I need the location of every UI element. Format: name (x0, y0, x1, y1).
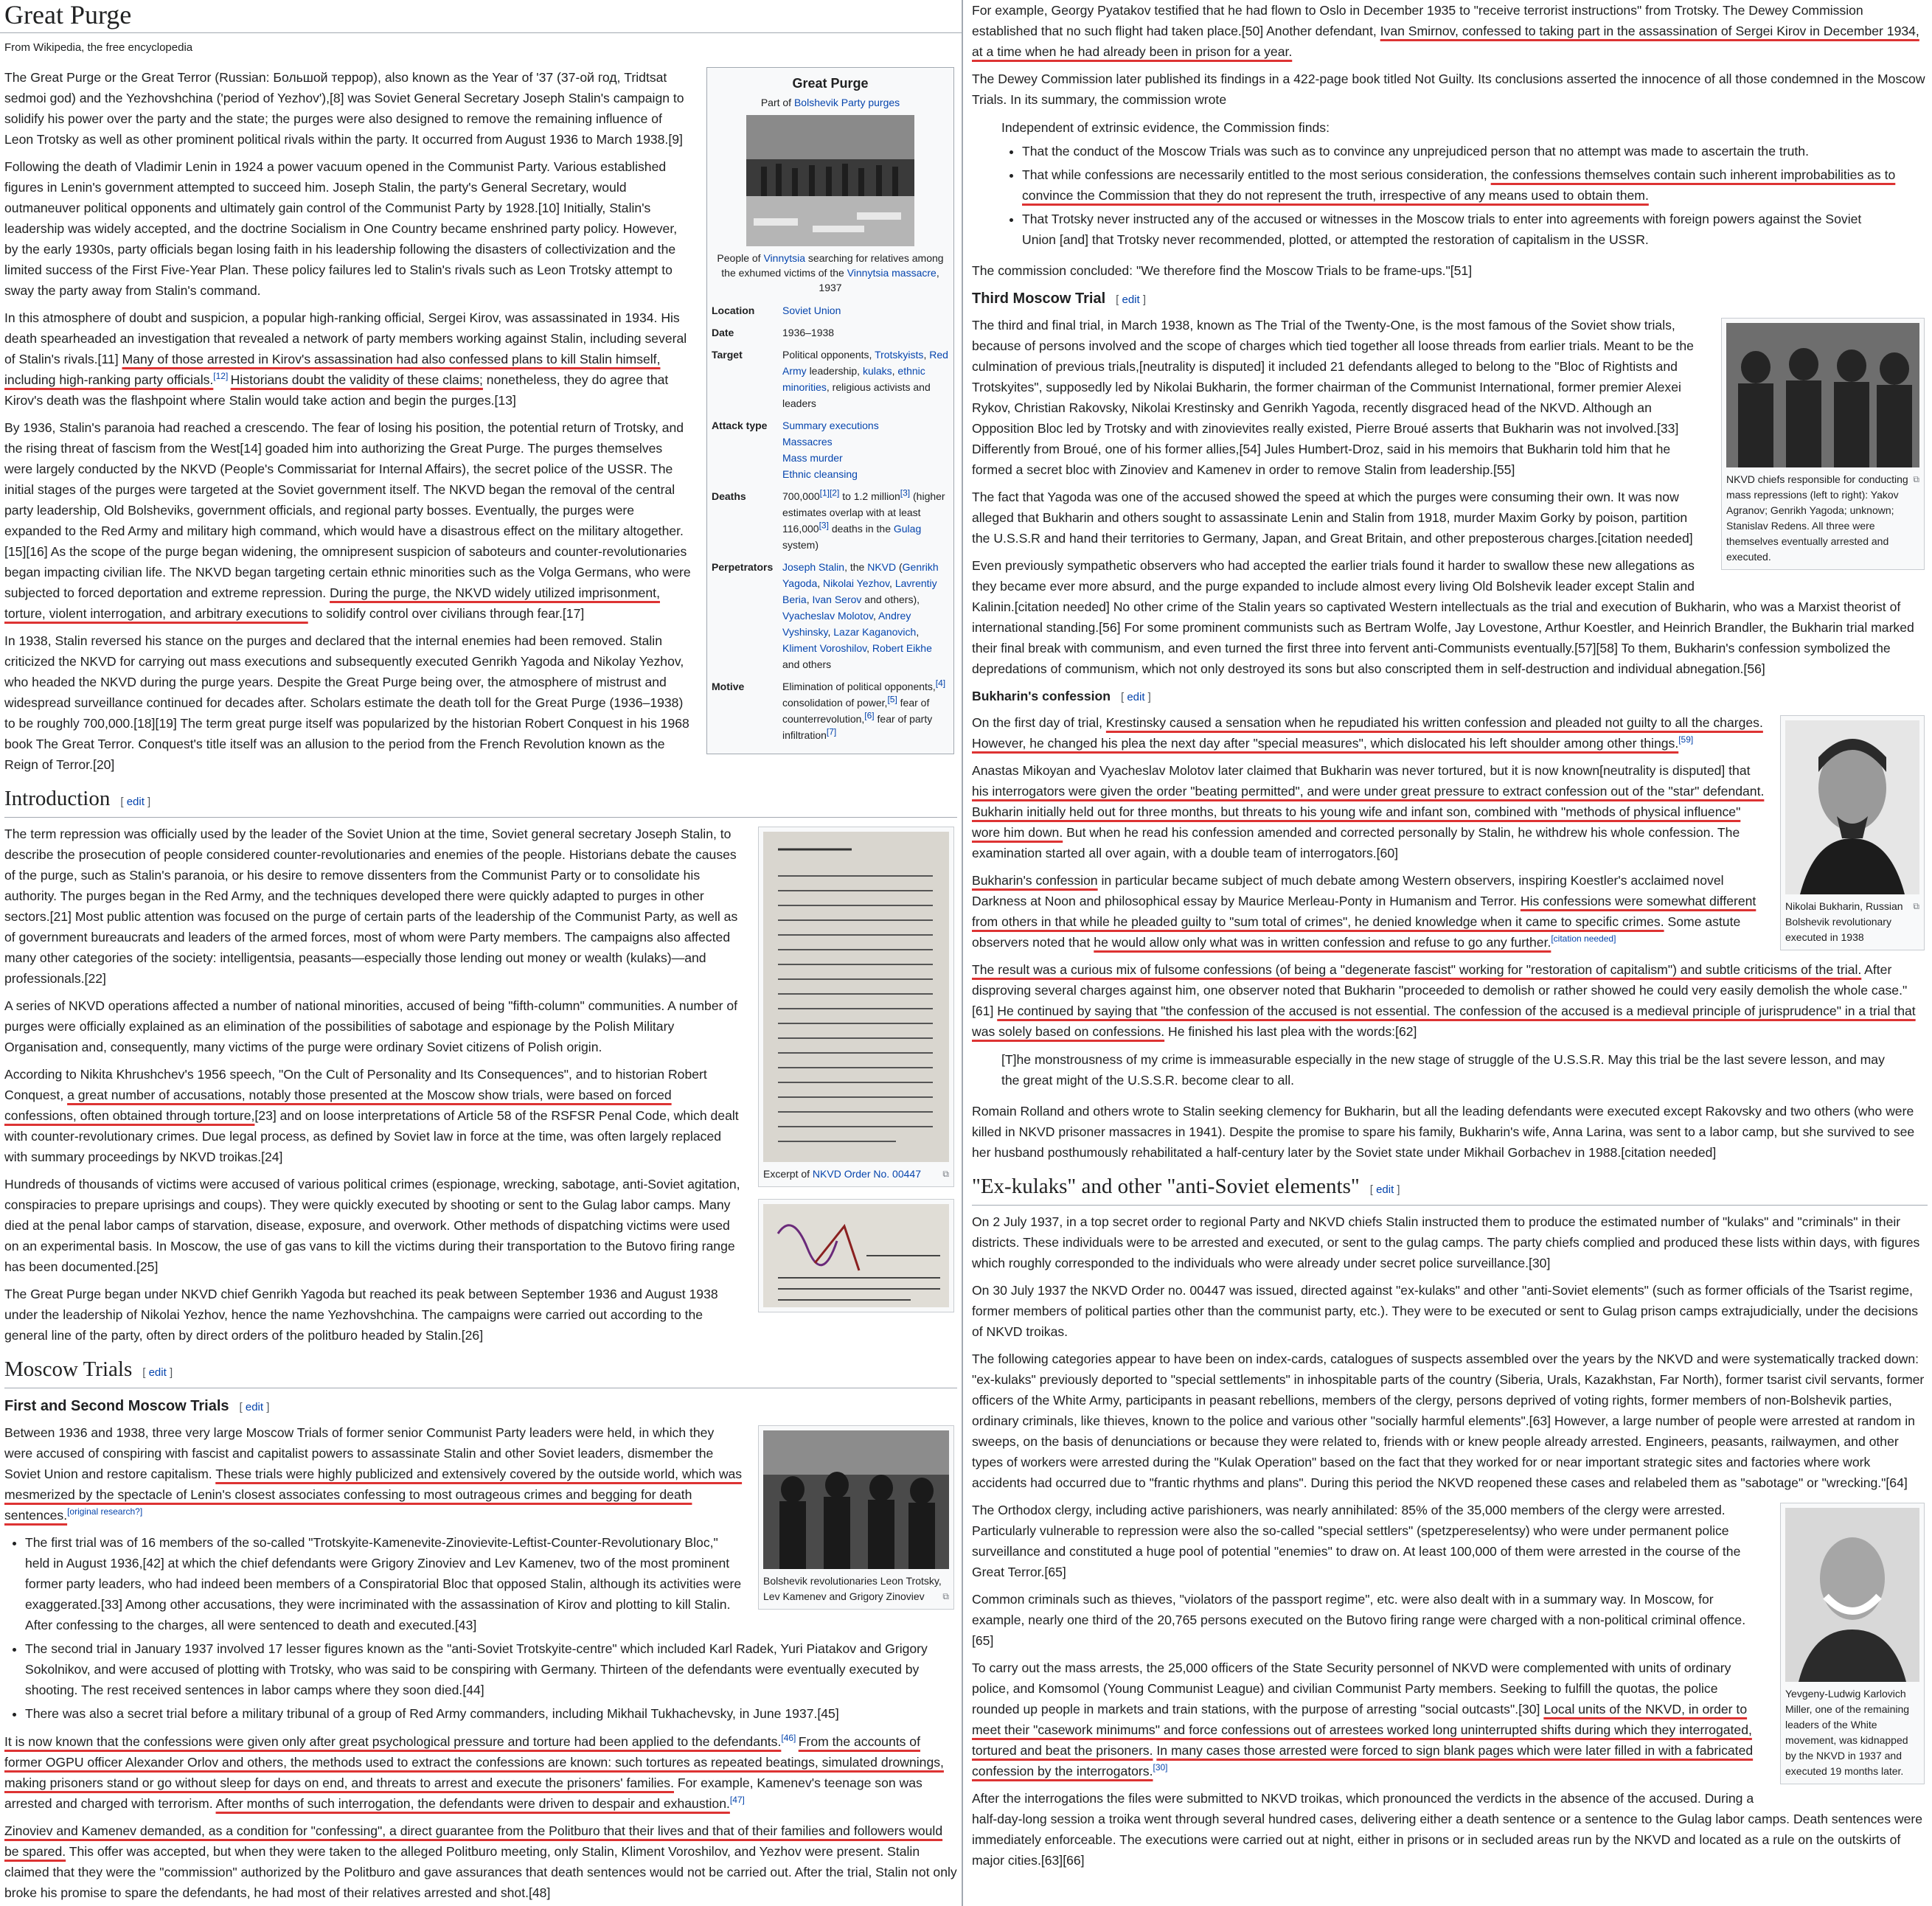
infobox-title: Great Purge (792, 76, 869, 91)
kulaks-paragraph-2: On 30 July 1937 the NKVD Order no. 00447 was issued, directed against "ex-kulaks" and other "anti-Soviet elements" (such as former officials of the Tsarist regime, former members of political parties other than the communist party, etc.). They were to be executed or sent to Gulag prison camps extrajudicially, under the decisions of NKVD troikas. (972, 1283, 1918, 1339)
kulaks-paragraph-7: After the interrogations the files were submitted to NKVD troikas, which pronounced the verdicts in the absence of the accused. During a half-day-long session a troika went through several hundred cases, delivering either a death sentence or a sentence to the Gulag labor camps. Death sentences were immediately enforceable. The executions were carried out at night, either in prisons or in secluded areas run by the NKVD and located as a rule on the outskirts of major cities.[63][66] (972, 1791, 1923, 1868)
vinnytsia-photo (746, 115, 914, 246)
bukharin-portrait (1785, 720, 1919, 894)
enlarge-icon[interactable]: ⧉ (1913, 474, 1919, 484)
highlight-forced-confessions: a great number of accusations, notably those presented at the Moscow show trials, were based on forced confessions, often obtained through torture, (4, 1088, 672, 1123)
thumb-bolsheviks-caption: Bolshevik revolutionaries Leon Trotsky, Lev Kamenev and Grigory Zinoviev ⧉ (763, 1573, 949, 1604)
voroshilov-link[interactable]: Kliment Voroshilov (782, 642, 867, 654)
enlarge-icon[interactable]: ⧉ (1913, 901, 1919, 911)
dewey-paragraph-2: The commission concluded: "We therefore find the Moscow Trials to be frame-ups."[51] (972, 263, 1473, 278)
highlight-torture-methods: From the accounts of former OGPU officer Alexander Orlov and others, the methods used to extract the confessions are known: such tortures as repeated beatings, simulated drownings, making prisoners stand or go without sleep for days on end, and threats to arrest and execute the prisoners' families. (4, 1734, 944, 1790)
thumb-signed-list (758, 1199, 954, 1312)
lead-paragraph-5: In 1938, Stalin reversed his stance on the purges and declared that the internal enemies had been removed. Stalin criticized the NKVD for carrying out mass executions and subsequently executed Genrikh Yagoda and Nikolay Yezhov, who headed the NKVD during the purge years. Despite the Great Purge being over, the atmosphere of mistrust and widespread surveillance continued for decades after. Scholars estimate the death toll for the Great Purge (1936–1938) to be roughly 700,000.[18][19] The term great purge itself was popularized by the historian Robert Conquest in his 1968 book The Great Terror. Conquest's title itself was an allusion to the period from the French Revolution known as the Reign of Terror.[20] (4, 633, 689, 772)
highlight-inherent-improbabilities: the confessions themselves contain such inherent improbabilities as to convince the Commission that they do not represent the truth, irrespective of any means used to obtain them. (1022, 167, 1896, 203)
part-of-link[interactable]: Bolshevik Party purges (793, 97, 900, 108)
bukharin-paragraph-2: Anastas Mikoyan and Vyacheslav Molotov later claimed that Bukharin was never tortured, but it is now known[neutrality is disputed] that his interrogators were given the order "beating permitted", and were under great pressure to extract confession out of the "star" defendant. Bukharin initially held out for three months, but threats to his young wife and infant son, combined with "methods of physical influence" wore him down. But when he read his confession amended and corrected personally by Stalin, he withdrew his whole confession. The examination started all over again, with a double team of interrogators.[60] (972, 763, 1765, 860)
dewey-findings-quote: Independent of extrinsic evidence, the Commission finds: • That the conduct of the Moscow Trials was such as to convince any unprejudiced person that no attempt was made to ascertain the truth. • That while confessions are necessarily entitled to the most serious consideration, the confessions themselves contain such inherent improbabilities as to convince the Commission that they do not represent the truth, irrespective of any means used to obtain them. • That Trotsky never instructed any of the accused or witnesses in the Moscow trials to enter into agreements with foreign powers against the Soviet Union [and] that Trotsky never recommended, plotted, or attempted the restoration of capitalism in the USSR. (1001, 117, 1898, 250)
heading-ex-kulaks: "Ex-kulaks" and other "anti-Soviet elements" [ edit ] (972, 1173, 1928, 1206)
highlight-publicized-trials: These trials were highly publicized and extensively covered by the outside world, which was mesmerized by the spectacle of Lenin's closest associates confessing to most outrageous crimes and begging for death sentences. (4, 1467, 743, 1523)
edit-moscow-trials-link[interactable]: edit (148, 1366, 167, 1379)
highlight-zinoviev-kamenev-demand: Zinoviev and Kamenev demanded, as a condition for "confessing", a direct guarantee from the Politburo that their lives and that of their families and followers would be spared. (4, 1823, 943, 1859)
ethnic-cleansing-link[interactable]: Ethnic cleansing (782, 468, 858, 480)
infobox-row-deaths: Deaths 700,000[1][2] to 1.2 million[3] (higher estimates overlap with at least 116,000[3] deaths in the Gulag system) (712, 487, 945, 551)
infobox-part-of (712, 94, 949, 111)
introduction-paragraph-5: The Great Purge began under NKVD chief Genrikh Yagoda but reached its peak between September 1936 and August 1938 under the leadership of Nikolai Yezhov, hence the name Yezhovshchina. The campaigns were carried out according to the general line of the party, often by direct orders of the politburo headed by Stalin.[26] (4, 1287, 718, 1343)
highlight-fulsome-confessions: The result was a curious mix of fulsome confessions (of being a "degenerate fascist" working for "restoration of capitalism") and subtle criticisms of the trial. (972, 962, 1862, 977)
vyshinsky-link[interactable]: Andrey Vyshinsky (782, 610, 911, 638)
list-item: • That the conduct of the Moscow Trials was such as to convince any unprejudiced person that no attempt was made to ascertain the truth. (1022, 141, 1898, 161)
highlight-historians-doubt: Historians doubt the validity of these claims; (230, 372, 483, 387)
ethnic-minorities-link[interactable]: ethnic minorities (782, 365, 925, 393)
from-wikipedia: From Wikipedia, the free encyclopedia (4, 41, 193, 54)
enlarge-icon[interactable]: ⧉ (942, 1591, 949, 1601)
thumb-nkvd-chiefs-caption: NKVD chiefs responsible for conducting mass repressions (left to right): Yakov Agranov; Genrikh Yagoda; unknown; Stanislav Redens. All three were themselves eventually arrested and executed. ⧉ (1726, 473, 1919, 563)
third-trial-paragraph-2: The fact that Yagoda was one of the accused showed the speed at which the purges were consuming their own. It was now alleged that Bukharin and others sought to assassinate Lenin and Stalin from 1918, murder Maxim Gorky by poison, partition the U.S.S.R and hand their territories to Germany, Japan, and Great Britain, and other preposterous charges.[citation needed] (972, 490, 1693, 546)
vinnytsia-massacre-link[interactable]: Vinnytsia massacre (847, 267, 937, 279)
bukharin-last-plea-quote: [T]he monstrousness of my crime is immeasurable especially in the new stage of struggle of the U.S.S.R. May this trial be the last severe lesson, and may the great might of the U.S.S.R. become clear to all. (1001, 1052, 1885, 1088)
lead-paragraph-2: Following the death of Vladimir Lenin in 1924 a power vacuum opened in the Communist Party. Various established figures in Lenin's government attempted to succeed him. Joseph Stalin, the party's General Secretary, would outmaneuver political opponents and ultimately gain control of the Communist Party by 1928.[10] Initially, Stalin's leadership was widely accepted, and the doctrine Socialism in One Country became enshrined party policy. However, by the early 1930s, party officials began losing faith in his leadership following the disasters of collectivization and the limited success of the First Five-Year Plan. These policy failures led to Stalin's rivals such as Leon Trotsky attempt to sway the party away from Stalin's command. (4, 159, 678, 298)
stalin-link[interactable]: Joseph Stalin (782, 561, 845, 573)
list-item: • The second trial in January 1937 involved 17 lesser figures known as the "anti-Soviet Trotskyite-centre" which included Karl Radek, Yuri Piatakov and Grigory Sokolnikov, and were accused of plotting with Trotsky, who was said to be conspiring with Germany. Thirteen of the defendants were eventually executed by shooting. The rest received sentences in labor camps where they soon died.[44] (25, 1638, 957, 1700)
introduction-paragraph-3: According to Nikita Khrushchev's 1956 speech, "On the Cult of Personality and Its Consequences", and to historian Robert Conquest, a great number of accusations, notably those presented at the Moscow show trials, were based on forced confessions, often obtained through torture,[23] and on loose interpretations of Article 58 of the RSFSR Penal Code, which dealt with counter-revolutionary crimes. Due legal process, as defined by Soviet law in force at the time, was often largely replaced with summary proceedings by NKVD troikas.[24] (4, 1067, 739, 1164)
molotov-link[interactable]: Vyacheslav Molotov (782, 610, 873, 622)
lead-paragraph-3: In this atmosphere of doubt and suspicion, a popular high-ranking official, Sergei Kirov, was assassinated in 1934. His death spearheaded an investigation that revealed a network of party members working against Stalin, including several of Stalin's rivals.[11] Many of those arrested in Kirov's assassination had also confessed plans to kill Stalin himself, including high-ranking party officials.[12] Historians doubt the validity of these claims; nonetheless, they do agree that Kirov's death was the flashpoint where Stalin would take action and begin the purges.[13] (4, 310, 687, 408)
serov-link[interactable]: Ivan Serov (812, 594, 862, 605)
mass-murder-link[interactable]: Mass murder (782, 452, 843, 464)
soviet-union-link[interactable]: Soviet Union (782, 305, 841, 316)
heading-first-second-trials: First and Second Moscow Trials [ edit ] (4, 1398, 270, 1414)
infobox-row-location: Location Soviet Union (712, 305, 841, 316)
moscow-paragraph-3: Zinoviev and Kamenev demanded, as a condition for "confessing", a direct guarantee from the Politburo that their lives and that of their families and followers would be spared. This offer was accepted, but when they were taken to the alleged Politburo meeting, only Stalin, Kliment Voroshilov, and Yezhov were present. Stalin claimed that they were the "commission" authorized by the Politburo and gave assurances that death sentences would not be carried out. After the trial, Stalin not only broke his promise to spare the defendants, he had most of their relatives arrested and shot.[48] (4, 1823, 957, 1900)
gulag-link[interactable]: Gulag (893, 523, 922, 535)
kulaks-link[interactable]: kulaks (862, 365, 892, 377)
highlight-beating-permitted: his interrogators were given the order "beating permitted", and were under great pressure to extract confession out of the "star" defendant. Bukharin initially held out for three months, but threats to his young wife and infant son, combined with "methods of physical influence" wore him down. (972, 784, 1765, 840)
infobox (706, 67, 954, 754)
infobox-row-target: Target Political opponents, Trotskyists, Red Army leadership, kulaks, ethnic minorities, religious activists and leaders (712, 349, 948, 409)
bolshevik-revolutionaries-photo (763, 1430, 949, 1569)
signed-list-image (763, 1204, 949, 1307)
heading-introduction: Introduction [ edit ] (4, 785, 957, 818)
list-item: • The first trial was of 16 members of the so-called "Trotskyite-Kamenevite-Zinovievite-Leftist-Counter-Revolutionary Bloc," held in August 1936,[42] at which the chief defendants were Grigory Zinoviev and Lev Kamenev, two of the most prominent former party leaders, who had indeed been members of a Conspiratorial Bloc that opposed Stalin, although its activities were exaggerated.[33] Among other accusations, they were incriminated with the assassination of Kirov and plotting to kill Stalin. After confessing to the charges, all were sentenced to death and executed.[43] (25, 1532, 957, 1635)
part-of-label: Part of (760, 97, 792, 108)
list-item: • That while confessions are necessarily entitled to the most serious consideration, the confessions themselves contain such inherent improbabilities as to convince the Commission that they do not represent the truth, irrespective of any means used to obtain them. (1022, 164, 1898, 206)
edit-ex-kulaks-link[interactable]: edit (1376, 1183, 1394, 1196)
lead-paragraph-1: The Great Purge or the Great Terror (Russian: Большой террор), also known as the Year of '37 (37-ой год, Tridtsat sedmoi god) and the Yezhovshchina ('period of Yezhov'),[8] was Soviet General Secretary Joseph Stalin's campaign to solidify his power over the party and the state; the purges were also designed to remove the remaining influence of Leon Trotsky as well as other prominent political rivals within the party. It occurred from August 1936 to March 1938.[9] (4, 70, 684, 147)
thumb-miller-caption: Yevgeny-Ludwig Karlovich Miller, one of the remaining leaders of the White movement, was kidnapped by the NKVD in 1937 and executed 19 months later. (1785, 1688, 1910, 1777)
introduction-paragraph-4: Hundreds of thousands of victims were accused of various political crimes (espionage, wrecking, sabotage, anti-Soviet agitation, conspiracies to prepare uprisings and coups). They were quickly executed by shooting or sent to the Gulag labor camps. Many died at the penal labor camps of starvation, disease, exposure, and overwork. Other methods of dispatching victims were used on an experimental basis. In Moscow, the use of gas vans to kill the victims during their transportation to the Butovo firing range has been documented.[25] (4, 1177, 740, 1274)
highlight-casework-minimums: Local units of the NKVD, in order to meet their "casework minimums" and force confessions out of arrestees worked long uninterrupted shifts during which they interrogated, tortured and beat the prisoners. (972, 1702, 1752, 1758)
third-trial-paragraph-3: Even previously sympathetic observers who had accepted the earlier trials found it harder to swallow these new allegations as they became ever more absurd, and the purge expanded to include almost every living Old Bolshevik leader except Stalin and Kalinin.[citation needed] No other crime of the Stalin years so captivated Western intellectuals as the trial and execution of Bukharin, who was a Marxist theorist of international standing.[56] For some prominent communists such as Bertram Wolfe, Jay Lovestone, Arthur Koestler, and Heinrich Brandler, the Bukharin trial marked their final break with communism, and even turned the first three into fervent anti-Communists eventually.[57][58] To them, Bukharin's confession symbolized the depredations of communism, which not only destroyed its sons but also conscripted them in self-destruction and individual abnegation.[56] (972, 558, 1914, 676)
nkvd-chiefs-photo (1726, 323, 1919, 467)
list-item: • That Trotsky never instructed any of the accused or witnesses in the Moscow trials to enter into agreements with foreign powers against the Soviet Union [and] that Trotsky never recommended, plotted, or attempted the restoration of capitalism in the USSR. (1022, 209, 1898, 250)
moscow-paragraph-1: Between 1936 and 1938, three very large Moscow Trials of former senior Communist Party leaders were held, in which they were accused of conspiring with fascist and capitalist powers to assassinate Stalin and other Soviet leaders, dismember the Soviet Union and restore capitalism. These trials were highly publicized and extensively covered by the outside world, which was mesmerized by the spectacle of Lenin's closest associates confessing to most outrageous crimes and begging for death sentences.[original research?] (4, 1425, 743, 1523)
thumb-nkvd-order-caption: Excerpt of NKVD Order No. 00447 ⧉ (763, 1166, 949, 1182)
introduction-paragraph-2: A series of NKVD operations affected a number of national minorities, accused of being "fifth-column" communities. A number of purges were officially explained as an elimination of the possibilities of sabotage and espionage by the Polish Military Organisation and, consequently, many victims of the purge were ordinary Soviet citizens of Polish origin. (4, 998, 738, 1054)
highlight-medieval-principle: He continued by saying that "the confession of the accused is not essential. The confession of the accused is a medieval principle of jurisprudence" in a trial that was solely based on confessions. (972, 1004, 1916, 1039)
list-item: • There was also a secret trial before a military tribunal of a group of Red Army commanders, including Mikhail Tukhachevsky, in June 1937.[45] (25, 1703, 957, 1724)
thumb-bukharin (1780, 715, 1925, 950)
edit-bukharin-link[interactable]: edit (1127, 691, 1145, 703)
summary-executions-link[interactable]: Summary executions (782, 420, 879, 431)
nkvd-link[interactable]: NKVD (867, 561, 897, 573)
bukharin-paragraph-5: Romain Rolland and others wrote to Stalin seeking clemency for Bukharin, but all the leading defendants were executed except Rakovsky and two others (who were killed in NKVD prisoner massacres in 1941). Despite the promise to spare his family, Bukharin's wife, Anna Larina, was sent to a labor camp, but she survived to see her husband posthumously rehabilitated a half-century later by the Soviet state under Mikhail Gorbachev in 1988.[citation needed] (972, 1104, 1915, 1160)
introduction-paragraph-1: The term repression was officially used by the leader of the Soviet Union at the time, Soviet general secretary Joseph Stalin, to describe the prosecution of people considered counter-revolutionaries and enemies of the people. Historians debate the causes of the purge, such as Stalin's paranoia, or his desire to remove dissenters from the Communist Party or to consolidate his authority. The purges began in the Red Army, and the techniques developed there were quickly adapted to purges in other sectors.[21] Most public attention was focused on the purge of certain parts of the leadership of the Communist Party, as well as of government bureaucrats and leaders of the armed forces, most of whom were Party members. The campaigns also affected many other categories of the society: intelligentsia, peasants—especially those lending out money or wealth (kulaks)—and professionals.[22] (4, 827, 738, 986)
kulaks-paragraph-5: Common criminals such as thieves, "violators of the passport regime", etc. were also dealt with in a summary way. In Moscow, for example, nearly one third of the 20,765 persons executed on the Butovo firing range were charged with a non-political criminal offence.[65] (972, 1592, 1746, 1648)
heading-third-trial: Third Moscow Trial [ edit ] (972, 291, 1147, 307)
moscow-paragraph-2: It is now known that the confessions were given only after great psychological pressure and torture had been applied to the defendants.[46] From the accounts of former OGPU officer Alexander Orlov and others, the methods used to extract the confessions are known: such tortures as repeated beatings, simulated drownings, making prisoners stand or go without sleep for days on end, and threats to arrest and execute the prisoners' families. For example, Kamenev's teenage son was arrested and charged with terrorism. After months of such interrogation, the defendants were driven to despair and exhaustion.[47] (4, 1733, 944, 1811)
eikhe-link[interactable]: Robert Eikhe (872, 642, 932, 654)
highlight-psychological-pressure: It is now known that the confessions were given only after great psychological pressure and torture had been applied to the defendants. (4, 1734, 782, 1749)
trotskyists-link[interactable]: Trotskyists (875, 349, 924, 361)
highlight-sum-total-of-crimes: His confessions were somewhat different from others in that while he pleaded guilty to "sum total of crimes", he denied knowledge when it came to specific crimes. (972, 894, 1756, 929)
kulaks-paragraph-3: The following categories appear to have been on index-cards, catalogues of suspects assembled over the years by the NKVD and were systematically tracked down: "ex-kulaks" previously deported to "special settlements" in inhospitable parts of the country (Siberia, Urals, Kazakhstan, Far North), former tsarist civil servants, former officers of the White Army, participants in peasant rebellions, members of the clergy, persons deprived of voting rights, former members of non-Bolshevik parties, ordinary criminals, like thieves, known to the police and various other "socially harmful elements".[63] However, a large number of people were arrested at random in sweeps, on the basis of denunciations or because they were related to, friends with or knew people already arrested. Engineers, peasants, railwaymen, and other types of workers were arrested during the "Kulak Operation" based on the fact that they worked for or near important strategic sites and factories where work accidents had occurred due to "frantic rhythms and plans". During this period the NKVD reopened these cases and relabeled them as "sabotage" or "wrecking."[64] (972, 1352, 1925, 1490)
highlight-written-confession-only: he would allow only what was in written confession and refuse to go any further. (1094, 935, 1551, 950)
massacres-link[interactable]: Massacres (782, 436, 833, 448)
highlight-krestinsky-sensation: Krestinsky caused a sensation when he repudiated his written confession and pleaded not guilty to all the charges. However, he changed his plea the next day after "special measures", which dislocated his left shoulder among other things. (972, 715, 1763, 751)
heading-moscow-trials: Moscow Trials [ edit ] (4, 1356, 957, 1388)
highlight-kirov-confessions: Many of those arrested in Kirov's assassination had also confessed plans to kill Stalin himself, including high-ranking party officials. (4, 352, 661, 387)
thumb-nkvd-chiefs (1721, 318, 1925, 570)
edit-first-second-link[interactable]: edit (245, 1401, 264, 1413)
thumb-bolsheviks (758, 1425, 954, 1610)
page-title: Great Purge (0, 0, 962, 33)
highlight-bukharin-confession: Bukharin's confession (972, 873, 1098, 888)
miller-portrait (1785, 1508, 1919, 1682)
highlight-nkvd-torture: During the purge, the NKVD widely utilized imprisonment, torture, violent interrogation, and arbitrary executions (4, 585, 660, 621)
third-trial-paragraph-1: The third and final trial, in March 1938, known as The Trial of the Twenty-One, is the most famous of the Soviet show trials, because of persons involved and the scope of charges which tied together all loose threads from earlier trials. Meant to be the culmination of previous trials,[neutrality is disputed] it included 21 defendants alleged to belong to the "Bloc of Rightists and Trotskyites", supposedly led by Nikolai Bukharin, the former chairman of the Communist International, former premier Alexei Rykov, Christian Rakovsky, Nikolai Krestinsky and Genrikh Yagoda, recently disgraced head of the NKVD. Although an Opposition Bloc led by Trotsky and with zinovievites really existed, Pierre Broué asserts that Bukharin was not involved.[33] Differently from Broué, one of his former allies,[54] Jules Humbert-Droz, said in his memoirs that Bukharin told him that he formed a secret bloc with Zinoviev and Kamenev in order to remove Stalin from leadership.[55] (972, 318, 1694, 477)
infobox-row-attack: Attack type Summary executions Massacres Mass murder Ethnic cleansing (712, 420, 879, 480)
kulaks-paragraph-6: To carry out the mass arrests, the 25,000 officers of the State Security personnel of NKVD were complemented with units of ordinary police, and Komsomol (Young Communist League) and civilian Communist Party members. Seeking to fulfill the quotas, the police rounded up people in markets and train stations, with the purpose of arresting "social outcasts".[30] Local units of the NKVD, in order to meet their "casework minimums" and force confessions out of arrestees worked long uninterrupted shifts during which they interrogated, tortured and beat the prisoners. In many cases those arrested were forced to sign blank pages which were later filled in with a fabricated confession by the interrogators.[30] (972, 1660, 1754, 1778)
edit-introduction-link[interactable]: edit (126, 796, 145, 808)
lead-paragraph-4: By 1936, Stalin's paranoia had reached a crescendo. The fear of losing his position, the potential return of Trotsky, and the rising threat of fascism from the West[14] goaded him into authorizing the Great Purge. The purges themselves were largely conducted by the NKVD (People's Commissariat for Internal Affairs), the secret police of the USSR. The initial stages of the purges were targeted at the Soviet government itself. The NKVD began the removal of the central party leadership, Old Bolsheviks, government officials, and regional party bosses. Eventually, the purges were expanded to the Red Army and military high command, which would have a disastrous effect on the military altogether.[15][16] As the scope of the purge began widening, the omnipresent suspicion of saboteurs and counter-revolutionaries began impacting civilian life. The NKVD began targeting certain ethnic minorities such as the Volga Germans, who were subjected to forced deportation and extreme repression. During the purge, the NKVD widely utilized imprisonment, torture, violent interrogation, and arbitrary executions to solidify control over civilians through fear.[17] (4, 420, 691, 621)
kulaks-paragraph-1: On 2 July 1937, in a top secret order to regional Party and NKVD chiefs Stalin instructed them to produce the estimated number of "kulaks" and "criminals" in their districts. These individuals were to be arrested and executed, or sent to the gulag camps. The party chiefs complied and produced these lists within days, with figures which roughly corresponded to the individuals who were already under secret police surveillance.[30] (972, 1214, 1920, 1270)
heading-bukharin-confession: Bukharin's confession [ edit ] (972, 689, 1151, 703)
thumb-nkvd-order (758, 827, 954, 1187)
kulaks-paragraph-4: The Orthodox clergy, including active parishioners, was nearly annihilated: 85% of the 35,000 members of the clergy were arrested. Particularly vulnerable to repression were also the so-called "special settlers" (spetzpereselentsy) who were under permanent police surveillance and constituted a huge pool of potential "enemies" to draw on. At least 100,000 of them were arrested in the course of the Great Terror.[65] (972, 1503, 1741, 1579)
highlight-despair-exhaustion: After months of such interrogation, the defendants were driven to despair and exhaustion. (215, 1796, 730, 1811)
bukharin-paragraph-4: The result was a curious mix of fulsome confessions (of being a "degenerate fascist" working for "restoration of capitalism") and subtle criticisms of the trial. After disproving several charges against him, one observer noted that Bukharin "proceeded to demolish or rather showed he could very easily demolish the whole case."[61] He continued by saying that "the confession of the accused is not essential. The confession of the accused is a medieval principle of jurisprudence" in a trial that was solely based on confessions. He finished his last plea with the words:[62] (972, 962, 1916, 1039)
kaganovich-link[interactable]: Lazar Kaganovich (833, 626, 917, 638)
infobox-row-motive: Motive Elimination of political opponents,[4] consolidation of power,[5] fear of counterrevolution,[6] fear of party infiltration[7] (712, 678, 946, 741)
edit-third-trial-link[interactable]: edit (1122, 293, 1140, 306)
red-army-link[interactable]: Red Army (782, 349, 948, 377)
infobox-row-perpetrators: Perpetrators Joseph Stalin, the NKVD (Genrikh Yagoda, Nikolai Yezhov, Lavrentiy Beria, Ivan Serov and others), Vyacheslav Molotov, Andrey Vyshinsky, Lazar Kaganovich, Kliment Voroshilov, Robert Eikhe and others (712, 561, 939, 670)
infobox-image-caption: People of Vinnytsia searching for relatives among the exhumed victims of the Vinnytsia massacre, 1937 (717, 252, 944, 293)
infobox-row-date: Date 1936–1938 (712, 327, 835, 338)
nkvd-order-link[interactable]: NKVD Order No. 00447 (812, 1168, 921, 1180)
highlight-blank-pages: In many cases those arrested were forced to sign blank pages which were later filled in with a fabricated confession by the interrogators. (972, 1743, 1754, 1778)
dewey-paragraph-1: The Dewey Commission later published its findings in a 422-page book titled Not Guilty. Its conclusions asserted the innocence of all those condemned in the Moscow Trials. In its summary, the commission wrote (972, 72, 1925, 107)
bukharin-paragraph-1: On the first day of trial, Krestinsky caused a sensation when he repudiated his written confession and pleaded not guilty to all the charges. However, he changed his plea the next day after "special measures", which dislocated his left shoulder among other things.[59] (972, 715, 1763, 751)
beria-link[interactable]: Lavrentiy Beria (782, 577, 937, 605)
highlight-smirnov-confession: Ivan Smirnov, confessed to taking part in the assassination of Sergei Kirov in December 1934, at a time when he had already been in prison for a year. (972, 24, 1919, 59)
right-column (966, 0, 1932, 1906)
bukharin-paragraph-3: Bukharin's confession in particular became subject of much debate among Western observers, inspiring Koestler's acclaimed novel Darkness at Noon and philosophical essay by Maurice Merleau-Ponty in Humanism and Terror. His confessions were somewhat different from others in that while he pleaded guilty to "sum total of crimes", he denied knowledge when it came to specific crimes. Some astute observers noted that he would allow only what was in written confession and refuse to go any further.[citation needed] (972, 873, 1756, 950)
left-column (0, 0, 963, 1906)
dewey-paragraph-0: For example, Georgy Pyatakov testified that he had flown to Oslo in December 1935 to "receive terrorist instructions" from Trotsky. The Dewey Commission established that no such flight had taken place.[50] Another defendant, Ivan Smirnov, confessed to taking part in the assassination of Sergei Kirov in December 1934, at a time when he had already been in prison for a year. (972, 3, 1919, 59)
thumb-miller (1780, 1503, 1925, 1784)
yezhov-link[interactable]: Nikolai Yezhov (823, 577, 890, 589)
thumb-bukharin-caption: Nikolai Bukharin, Russian Bolshevik revolutionary executed in 1938 ⧉ (1785, 900, 1919, 943)
nkvd-order-document-image (763, 832, 949, 1162)
enlarge-icon[interactable]: ⧉ (942, 1169, 949, 1179)
yagoda-link[interactable]: Genrikh Yagoda (782, 561, 939, 589)
vinnytsia-link[interactable]: Vinnytsia (763, 252, 806, 264)
